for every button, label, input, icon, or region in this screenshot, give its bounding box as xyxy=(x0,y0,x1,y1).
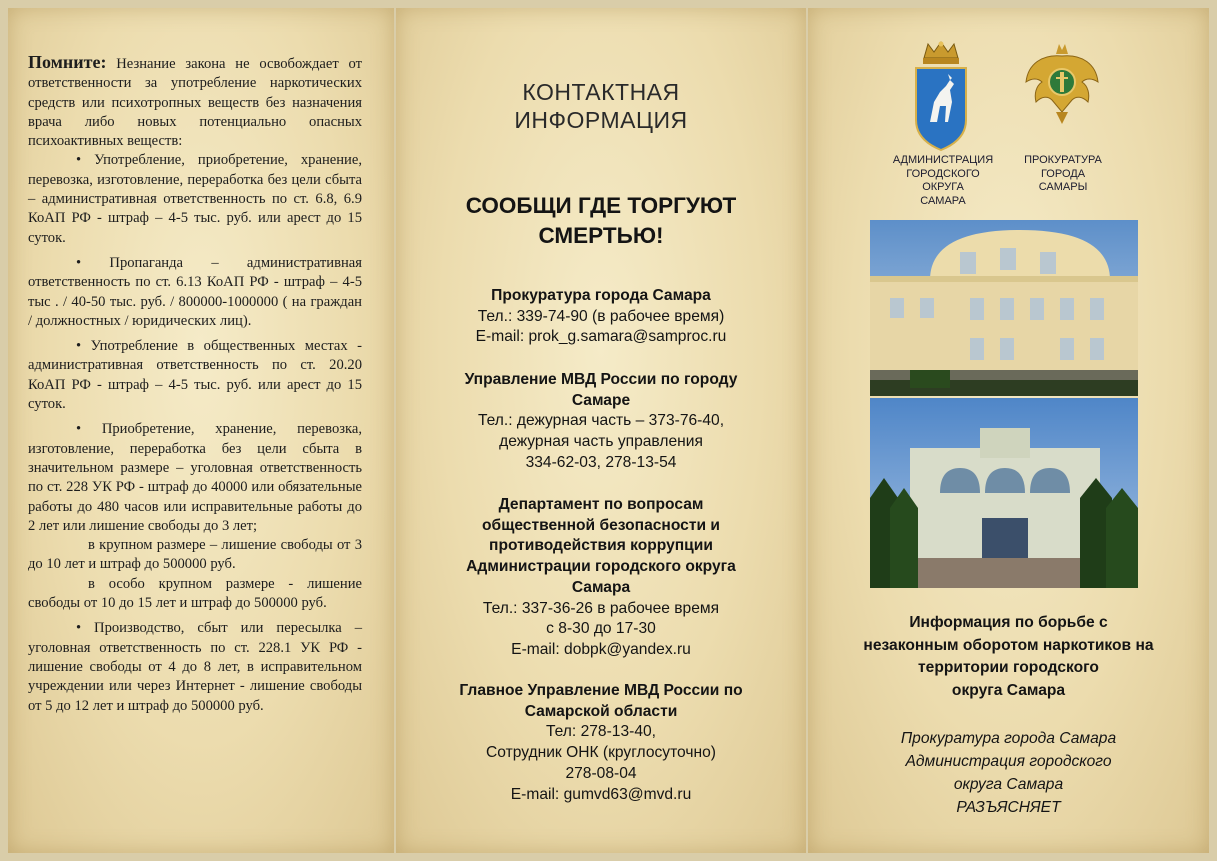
right-panel xyxy=(808,8,1209,853)
prosecutor-emblem-icon xyxy=(1022,42,1102,126)
law-item-4b: в особо крупном размере - лишение свободы от 10 до 15 лет и штраф до 500000 руб. xyxy=(28,575,362,612)
remember-label: Помните: xyxy=(28,52,107,72)
law-item-2: • Пропаганда – административная ответственность по ст. 6.13 КоАП РФ - штраф – 4-5 тыс . / 40-50 тыс. руб. / 800000-1000000 ( на граждан / должностных / юридических лиц). xyxy=(28,254,362,329)
law-text xyxy=(28,53,362,716)
middle-panel xyxy=(396,8,806,853)
slogan: СООБЩИ ГДЕ ТОРГУЮТ СМЕРТЬЮ! xyxy=(465,193,737,248)
contact-block-prosecutor: Прокуратура города Самара Тел.: 339-74-90 (в рабочее время) E-mail: prok_g.samara@samproc.ru xyxy=(475,287,727,346)
org-prosecutor: ПРОКУРАТУРА ГОРОДА САМАРЫ xyxy=(1024,154,1102,193)
contact-block-mvd-city: Управление МВД России по городу Самаре Тел.: дежурная часть – 373-76-40, дежурная часть управления 334-62-03, 278-13-54 xyxy=(464,371,738,471)
brochure-title: Информация по борьбе с незаконным оборотом наркотиков на территории городского округа Самара xyxy=(863,614,1154,699)
lead-text: Незнание закона не освобождает от ответственности за употребление наркотических средств или психотропных веществ без назначения врача либо новых потенциально опасных психоактивных веществ: xyxy=(28,56,362,150)
law-item-4a: в крупном размере – лишение свободы от 3 до 10 лет и штраф до 500000 руб. xyxy=(28,537,362,573)
law-item-4: • Приобретение, хранение, перевозка, изготовление, переработка без цели сбыта в значительном размере – уголовная ответственность по ст. 228 УК РФ - штраф до 40000 или обязательные работы до 480 часов или исправительные работы до 2 лет или лишение свободы до 3 лет; xyxy=(28,421,362,534)
law-item-3: • Употребление в общественных местах - административная ответственность по ст. 20.20 КоАП РФ - штраф – 4-5 тыс. руб. или арест до 15 суток. xyxy=(28,338,362,413)
brochure-subtitle: Прокуратура города Самара Администрация городского округа Самара РАЗЪЯСНЯЕТ xyxy=(900,730,1117,816)
administration-building-photo xyxy=(870,398,1138,588)
prosecutor-building-photo xyxy=(870,220,1138,396)
law-item-5: • Производство, сбыт или пересылка – уголовная ответственность по ст. 228.1 УК РФ - лишение свободы от 4 до 8 лет, в исправительном учреждении или через Интернет - лишение свободы от 5 до 12 лет и штраф до 500000 руб. xyxy=(28,620,362,714)
left-panel xyxy=(8,8,394,853)
contact-title: КОНТАКТНАЯ ИНФОРМАЦИЯ xyxy=(514,79,688,133)
law-item-1: • Употребление, приобретение, хранение, перевозка, изготовление, переработка без цели сбыта – административная ответственность по ст. 6.8, 6.9 КоАП РФ - штраф – 4-5 тыс. руб. или арест до 15 суток. xyxy=(28,152,362,246)
org-administration: АДМИНИСТРАЦИЯ ГОРОДСКОГО ОКРУГА САМАРА xyxy=(892,154,994,207)
samara-coat-of-arms-icon xyxy=(910,40,972,152)
contact-block-mvd-region: Главное Управление МВД России по Самарской области Тел: 278-13-40, Сотрудник ОНК (круглосуточно) 278-08-04 E-mail: gumvd63@mvd.ru xyxy=(459,682,743,803)
contact-block-department: Департамент по вопросам общественной безопасности и противодействия коррупции Администрации городского округа Самара Тел.: 337-36-26 в рабочее время с 8-30 до 17-30 E-mail: dobpk@yandex.ru xyxy=(466,496,736,658)
